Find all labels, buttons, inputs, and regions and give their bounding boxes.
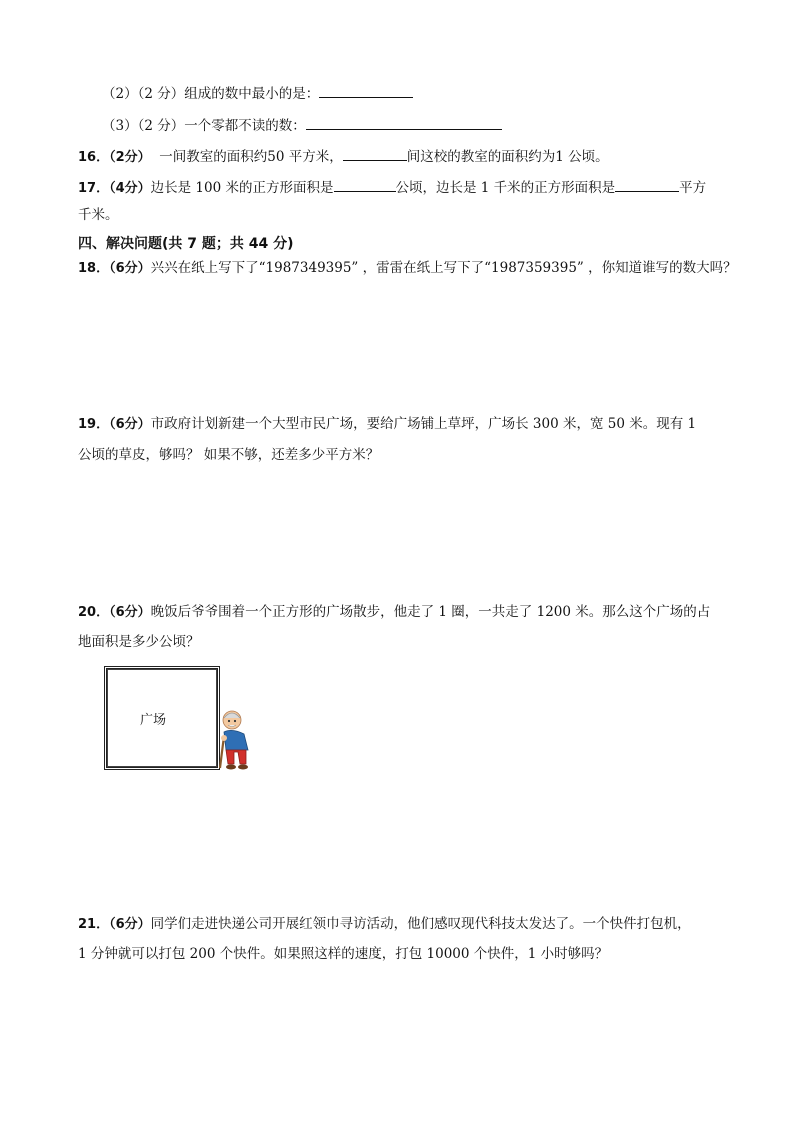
answer-blank[interactable]	[306, 114, 502, 130]
question-number: 16．	[78, 150, 110, 165]
question-text: 1 分钟就可以打包 200 个快件。如果照这样的速度，打包 10000 个快件，1 小时够吗？	[78, 946, 609, 962]
question-text: 同学们走进快递公司开展红领巾寻访活动，他们感叹现代科技太发达了。一个快件打包机，	[150, 916, 691, 932]
question-17-line2	[78, 205, 119, 225]
question-score: （6分）	[109, 917, 151, 932]
question-score: （4分）	[109, 181, 151, 196]
q15-sub3-text: （3）（2 分）一个零都不读的数：	[102, 118, 306, 134]
question-21	[78, 914, 691, 935]
answer-blank[interactable]	[334, 176, 396, 192]
question-text: 公顷，边长是 1 千米的正方形面积是	[395, 180, 616, 196]
question-20	[78, 602, 710, 623]
question-text: 市政府计划新建一个大型市民广场，要给广场铺上草坪，广场长 300 米，宽 50 米。现有 1	[150, 416, 697, 432]
question-text: 兴兴在纸上写下了“1987349395” ，雷雷在纸上写下了“1987359395” ，你知道谁写的数大吗？	[150, 260, 737, 276]
question-score: （6分）	[109, 605, 151, 620]
question-text: 千米。	[78, 207, 119, 223]
question-number: 18．	[78, 261, 110, 276]
question-21-line2	[78, 944, 608, 964]
question-19	[78, 414, 696, 435]
question-score: （6分）	[109, 261, 151, 276]
q15-sub2-text: （2）（2 分）组成的数中最小的是：	[102, 86, 320, 102]
question-17	[78, 176, 706, 199]
figure-label: 广场	[140, 713, 167, 728]
question-text: 公顷的草皮，够吗？ 如果不够，还差多少平方米？	[78, 447, 380, 463]
question-number: 21．	[78, 917, 110, 932]
question-score: （2分）	[109, 150, 151, 165]
question-text: 边长是 100 米的正方形面积是	[150, 180, 334, 196]
question-18	[78, 258, 737, 279]
question-number: 19．	[78, 417, 110, 432]
answer-blank[interactable]	[319, 82, 413, 98]
question-text: 地面积是多少公顷？	[78, 634, 200, 650]
question-text: 晚饭后爷爷围着一个正方形的广场散步，他走了 1 圈，一共走了 1200 米。那么这个广场的占	[150, 604, 711, 620]
section-title: 四、解决问题(共 7 题；共 44 分)	[78, 236, 294, 252]
question-16	[78, 145, 609, 168]
question-19-line2	[78, 445, 379, 465]
question-text: 间这校的教室的面积约为1 公顷。	[406, 149, 609, 165]
question-text: 一间教室的面积约50 平方米，	[159, 149, 343, 165]
question-number: 20．	[78, 605, 110, 620]
answer-blank[interactable]	[343, 145, 407, 161]
question-text: 平方	[679, 180, 707, 196]
q15-sub3	[102, 114, 502, 136]
grandpa-walking-icon	[218, 710, 260, 772]
question-20-line2	[78, 632, 200, 652]
question-number: 17．	[78, 181, 110, 196]
answer-blank[interactable]	[615, 176, 679, 192]
question-score: （6分）	[109, 417, 151, 432]
q15-sub2	[102, 82, 413, 104]
